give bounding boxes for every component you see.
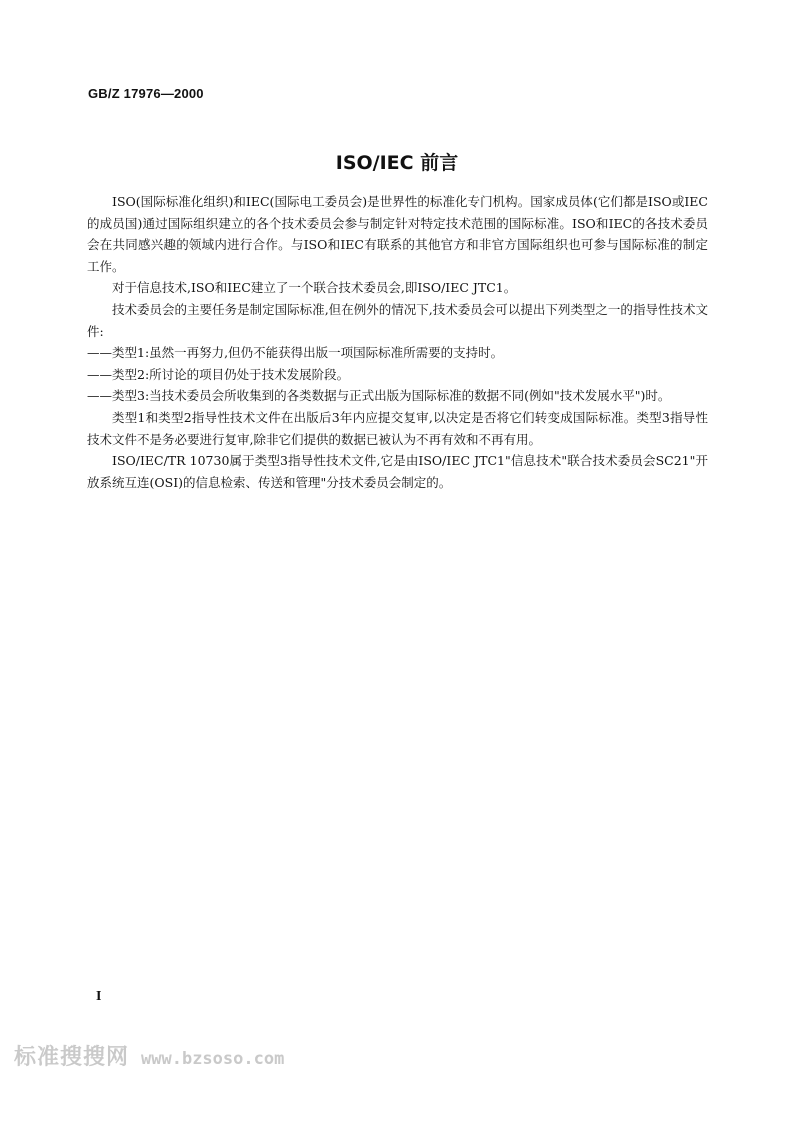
watermark-url: www.bzsoso.com [141,1049,285,1069]
paragraph-iso-iec-intro: ISO(国际标准化组织)和IEC(国际电工委员会)是世界性的标准化专门机构。国家成员体(它们都是ISO或IEC的成员国)通过国际组织建立的各个技术委员会参与制定针对特定技术范围的国际标准。ISO和IEC的各技术委员会在共同感兴趣的领域内进行合作。与ISO和IEC有联系的其他官方和非官方国际组织也可参与国际标准的制定工作。 [87,194,708,274]
list-item-type-2: ——类型2:所讨论的项目仍处于技术发展阶段。 [87,366,350,382]
paragraph-jtc1: 对于信息技术,ISO和IEC建立了一个联合技术委员会,即ISO/IEC JTC1。 [112,280,517,296]
page-title: ISO/IEC 前言 [335,152,459,174]
standard-code: GB/Z 17976—2000 [88,86,204,101]
foreword-body [87,191,708,493]
paragraph-review: 类型1和类型2指导性技术文件在出版后3年内应提交复审,以决定是否将它们转变成国际标准。类型3指导性技术文件不是务必要进行复审,除非它们提供的数据已被认为不再有效和不再有用。 [87,409,708,447]
watermark-site-name: 标准搜搜网 [14,1045,130,1070]
watermark [14,1040,284,1071]
paragraph-tr10730: ISO/IEC/TR 10730属于类型3指导性技术文件,它是由ISO/IEC JTC1"信息技术"联合技术委员会SC21"开放系统互连(OSI)的信息检索、传送和管理"分技术委员会制定的。 [87,453,708,490]
list-item-type-1: ——类型1:虽然一再努力,但仍不能获得出版一项国际标准所需要的支持时。 [87,345,504,361]
page-number: I [96,989,102,1004]
list-item-type-3: ——类型3:当技术委员会所收集到的各类数据与正式出版为国际标准的数据不同(例如"技术发展水平")时。 [87,388,671,404]
paragraph-task: 技术委员会的主要任务是制定国际标准,但在例外的情况下,技术委员会可以提出下列类型之一的指导性技术文件: [87,301,708,339]
